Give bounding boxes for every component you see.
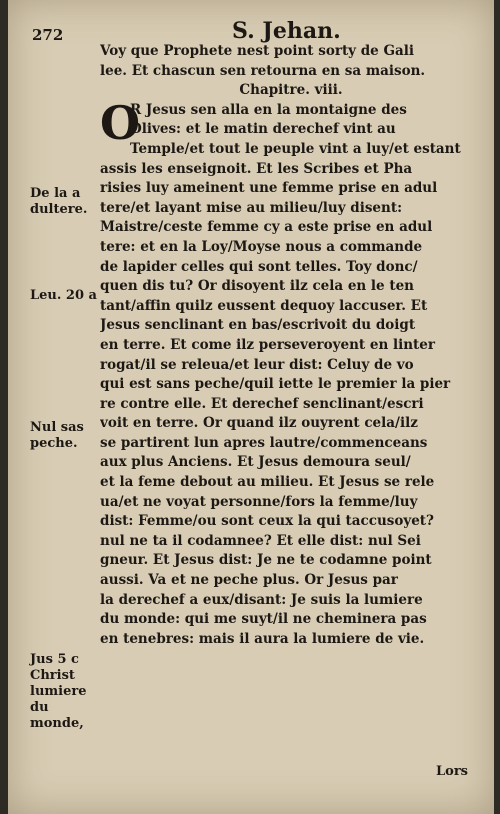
text-line: Jesus senclinant en bas/escrivoit du doigt: [100, 317, 416, 334]
text-line: aux plus Anciens. Et Jesus demoura seul/: [100, 454, 411, 471]
text-line: voit en terre. Or quand ilz ouyrent cela/ilz: [100, 415, 418, 432]
text-line: du monde: qui me suyt/il ne cheminera pas: [100, 611, 427, 628]
text-line: quen dis tu? Or disoyent ilz cela en le ten: [100, 278, 414, 295]
margin-note: Leu. 20 a: [30, 288, 97, 303]
text-line: lee. Et chascun sen retourna en sa maison.: [100, 62, 426, 79]
chapter-heading: Chapitre. viii.: [239, 82, 343, 99]
main-text: [100, 42, 482, 649]
text-line: tere/et layant mise au milieu/luy disent:: [100, 199, 403, 216]
text-line: R Jesus sen alla en la montaigne des: [130, 101, 407, 118]
text-line: en terre. Et come ilz perseveroyent en linter: [100, 336, 435, 353]
text-line: gneur. Et Jesus dist: Je ne te codamne point: [100, 552, 432, 569]
text-line: se partirent lun apres lautre/commenceans: [100, 434, 428, 451]
book-page: [8, 0, 494, 814]
margin-note: Nul sas peche.: [30, 420, 84, 451]
page-number: 272: [32, 26, 64, 44]
text-line: et la feme debout au milieu. Et Jesus se rele: [100, 474, 435, 491]
margin-note: De la a dultere.: [30, 186, 88, 217]
margin-note: Jus 5 c Christ lumiere du monde,: [30, 652, 87, 731]
text-line: re contre elle. Et derechef senclinant/escri: [100, 395, 424, 412]
running-title: S. Jehan.: [232, 18, 341, 44]
catchword: Lors: [436, 764, 468, 779]
text-line: la derechef a eux/disant: Je suis la lumiere: [100, 591, 423, 608]
text-line: nul ne ta il codamnee? Et elle dist: nul Sei: [100, 532, 421, 549]
text-line: de lapider celles qui sont telles. Toy donc/: [100, 258, 418, 275]
text-line: tere: et en la Loy/Moyse nous a commande: [100, 238, 423, 255]
text-line: risies luy ameinent une femme prise en adul: [100, 180, 438, 197]
text-line: Temple/et tout le peuple vint a luy/et estant: [130, 140, 461, 157]
text-line: en tenebres: mais il aura la lumiere de vie.: [100, 630, 425, 647]
text-line: assis les enseignoit. Et les Scribes et Pha: [100, 160, 413, 177]
text-line: ua/et ne voyat personne/fors la femme/luy: [100, 493, 418, 510]
text-line: Olives: et le matin derechef vint au: [130, 121, 396, 138]
text-line: tant/affin quilz eussent dequoy laccuser. Et: [100, 297, 428, 314]
text-line: Voy que Prophete nest point sorty de Gali: [100, 43, 414, 59]
text-line: aussi. Va et ne peche plus. Or Jesus par: [100, 572, 398, 589]
text-line: dist: Femme/ou sont ceux la qui taccusoyet?: [100, 513, 434, 530]
text-line: Maistre/ceste femme cy a este prise en adul: [100, 219, 433, 236]
text-line: rogat/il se releua/et leur dist: Celuy de vo: [100, 356, 414, 373]
initial-letter: O: [100, 95, 141, 150]
text-line: qui est sans peche/quil iette le premier la pier: [100, 376, 451, 393]
